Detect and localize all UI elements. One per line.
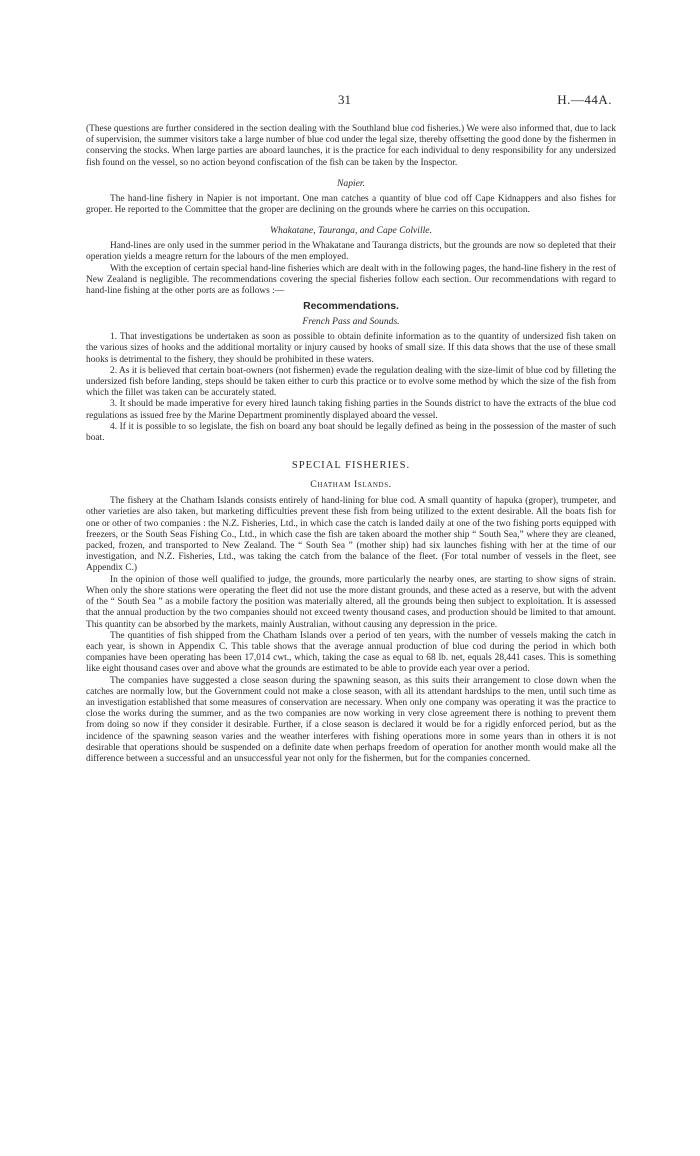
french-pass-heading: French Pass and Sounds.	[302, 316, 400, 328]
recommendation-item: 3. It should be made imperative for every hired launch taking fishing parties in the Sounds district to have the extracts of the blue cod regulations as issued free by the Marine Department prominently displayed aboard the vessel.	[86, 399, 616, 421]
page-number: 31	[338, 92, 351, 107]
southland-continuation-paragraph: (These questions are further considered in the section dealing with the Southland blue cod fisheries.) We were also informed that, due to lack of supervision, the summer visitors take a large number of blue cod under the legal size, thereby offsetting the good done by the fishermen in conserving the stocks. When large parties are aboard launches, it is the practice for each individual to deny responsibility for any undersized fish found on the vessel, so no action beyond confiscation of the fish can be taken by the Inspector.	[86, 124, 616, 168]
page-body	[86, 124, 616, 765]
page-header	[86, 92, 612, 114]
recommendation-item: 2. As it is believed that certain boat-owners (not fishermen) evade the regulation dealing with the size-limit of blue cod by filleting the undersized fish before landing, steps should be taken either to curb this practice or to evolve some method by which the size of the fish from which the fillet was taken can be accurately stated.	[86, 365, 616, 399]
special-fisheries-heading: SPECIAL FISHERIES.	[291, 460, 411, 472]
chatham-paragraph: The fishery at the Chatham Islands consists entirely of hand-lining for blue cod. A small quantity of hapuka (groper), trumpeter, and other varieties are also taken, but marketing difficulties prevent these fish from being utilized to the extent desirable. All the boats fish for one or other of two companies : the N.Z. Fisheries, Ltd., in which case the catch is landed daily at one of the two fishing ports equipped with freezers, or the South Seas Fishing Co., Ltd., in which case the fish are taken aboard the mother ship “ South Sea,” where they are cleaned, packed, frozen, and transported to New Zealand. The “ South Sea ” (mother ship) had six launches fishing with her at the time of our investigation, and N.Z. Fisheries, Ltd., was taking the catch from the balance of the fleet. (For total number of vessels in the fleet, see Appendix C.)	[86, 496, 616, 574]
chatham-paragraph: The quantities of fish shipped from the Chatham Islands over a period of ten years, with the number of vessels making the catch in each year, is shown in Appendix C. This table shows that the average annual production of blue cod during the period in which both companies have been operating has been 17,014 cwt., which, taking the case as equal to 68 lb. net, equals 28,441 cases. This is something like eight thousand cases over and above what the grounds are estimated to be able to provide each year over a period.	[86, 630, 616, 675]
recommendation-item: 1. That investigations be undertaken as soon as possible to obtain definite information as to the quantity of undersized fish taken on the various sizes of hooks and the additional mortality or injury caused by hooks of small size. If this data shows that the use of these small hooks is detrimental to the fishery, they should be prohibited in these waters.	[86, 332, 616, 365]
whakatane-paragraph: Hand-lines are only used in the summer period in the Whakatane and Tauranga districts, but the grounds are now so depleted that their operation yields a meagre return for the labours of the men employed.	[86, 241, 616, 263]
napier-paragraph: The hand-line fishery in Napier is not important. One man catches a quantity of blue cod off Cape Kidnappers and also fishes for groper. He reported to the Committee that the groper are declining on the grounds where he carries on this occupation.	[86, 193, 616, 216]
document-reference: H.—44A.	[557, 92, 612, 107]
handline-summary-paragraph: With the exception of certain special hand-line fisheries which are dealt with in the following pages, the hand-line fishery in the rest of New Zealand is negligible. The recommendations covering the special fisheries follow each section. Our recommendations with regard to hand-line fishing at the other ports are as follows :—	[86, 263, 616, 297]
chatham-paragraph: In the opinion of those well qualified to judge, the grounds, more particularly the nearby ones, are starting to show signs of strain. When only the shore stations were operating the fleet did not use the more distant grounds, and these acted as a reserve, but with the advent of the “ South Sea ” as a mobile factory the position was materially altered, all the grounds being then subject to exploitation. It is assessed that the annual production by the two companies should not exceed twenty thousand cases, and production should be limited to that amount. This quantity can be absorbed by the markets, mainly Australian, without causing any depression in the price.	[86, 574, 616, 630]
napier-heading: Napier.	[337, 177, 365, 189]
whakatane-heading: Whakatane, Tauranga, and Cape Colville.	[270, 225, 432, 237]
chatham-islands-heading: Chatham Islands.	[310, 479, 392, 491]
chatham-paragraph: The companies have suggested a close season during the spawning season, as this suits their arrangement to close down when the catches are normally low, but the Government could not make a close season, with all its attendant hardships to the men, until such time as an investigation established that some measures of conservation are necessary. When only one company was operating it was the practice to close the works during the summer, and as the two companies are now working in very close agreement there is nothing to prevent them from doing so now if they consider it desirable. Further, if a close season is declared it would be for a rigidly enforced period, but as the incidence of the spawning season varies and the weather interferes with fishing operations more in some years than in others it is not desirable that operations should be suspended on a definite date when perhaps freedom of operation for another month would make all the difference between a successful and an unsuccessful year not only for the fishermen, but for the companies concerned.	[86, 675, 616, 764]
recommendation-item: 4. If it is possible to so legislate, the fish on board any boat should be legally defined as being in the possession of the master of such boat.	[86, 421, 616, 444]
recommendations-heading: Recommendations.	[303, 301, 399, 313]
